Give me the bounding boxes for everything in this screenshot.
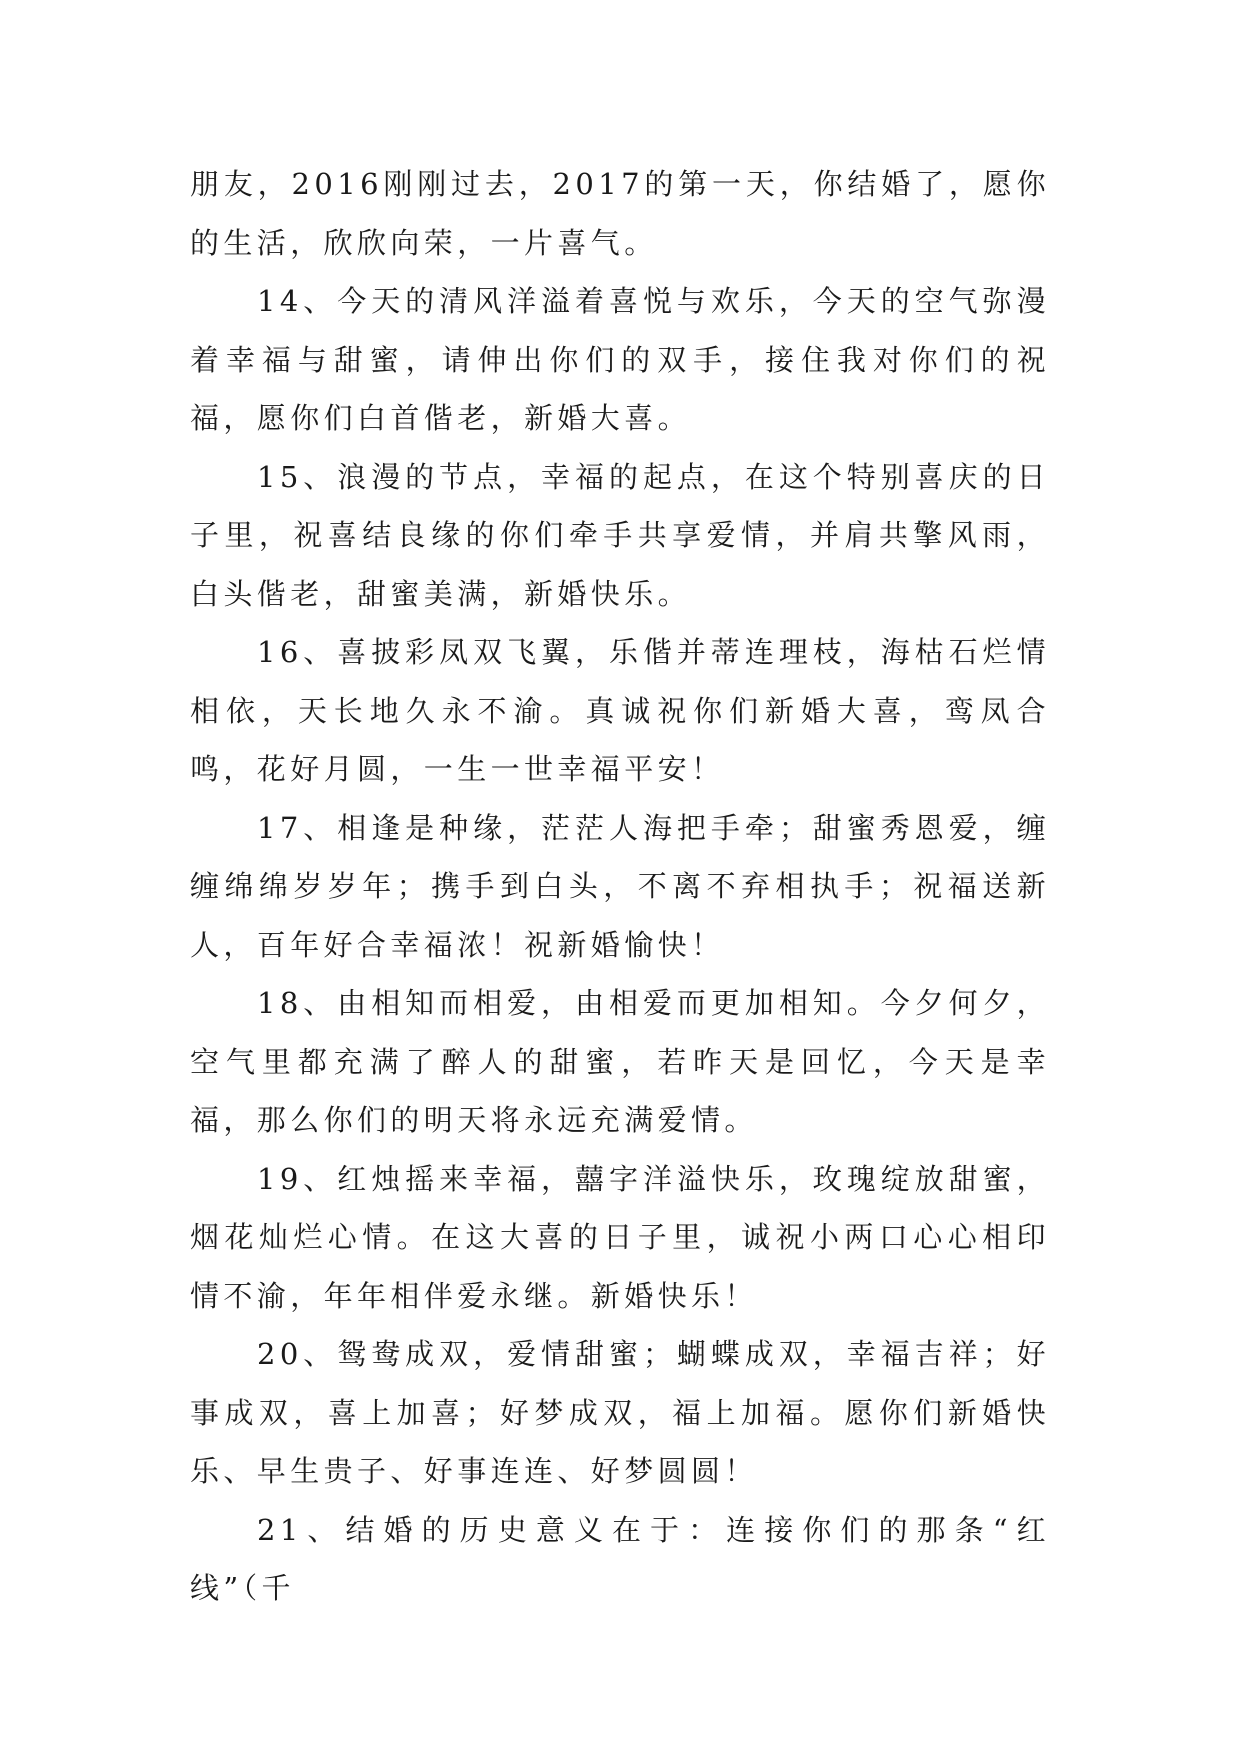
paragraph-18: 18、由相知而相爱，由相爱而更加相知。今夕何夕，空气里都充满了醉人的甜蜜，若昨天是回忆，今天是幸福，那么你们的明天将永远充满爱情。	[190, 986, 1050, 1137]
paragraph-14: 14、今天的清风洋溢着喜悦与欢乐，今天的空气弥漫着幸福与甜蜜，请伸出你们的双手，接住我对你们的祝福，愿你们白首偕老，新婚大喜。	[190, 284, 1050, 435]
paragraph-19: 19、红烛摇来幸福，囍字洋溢快乐，玫瑰绽放甜蜜，烟花灿烂心情。在这大喜的日子里，诚祝小两口心心相印情不渝，年年相伴爱永继。新婚快乐！	[190, 1161, 1050, 1313]
document-body	[190, 155, 1050, 1618]
paragraph-17: 17、相逢是种缘，茫茫人海把手牵；甜蜜秀恩爱，缠缠绵绵岁岁年；携手到白头，不离不弃相执手；祝福送新人，百年好合幸福浓！祝新婚愉快！	[190, 810, 1050, 962]
paragraph-16: 16、喜披彩凤双飞翼，乐偕并蒂连理枝，海枯石烂情相依，天长地久永不渝。真诚祝你们新婚大喜，鸾凤合鸣，花好月圆，一生一世幸福平安！	[190, 635, 1050, 786]
paragraph-15: 15、浪漫的节点，幸福的起点，在这个特别喜庆的日子里，祝喜结良缘的你们牵手共享爱情，并肩共擎风雨，白头偕老，甜蜜美满，新婚快乐。	[190, 459, 1050, 611]
paragraph-1: 朋友，2016刚刚过去，2017的第一天，你结婚了，愿你的生活，欣欣向荣，一片喜气。	[190, 167, 1050, 260]
paragraph-21: 21、结婚的历史意义在于：连接你们的那条“红线”（千	[190, 1512, 1050, 1605]
paragraph-20: 20、鸳鸯成双，爱情甜蜜；蝴蝶成双，幸福吉祥；好事成双，喜上加喜；好梦成双，福上加福。愿你们新婚快乐、早生贵子、好事连连、好梦圆圆！	[190, 1337, 1050, 1488]
